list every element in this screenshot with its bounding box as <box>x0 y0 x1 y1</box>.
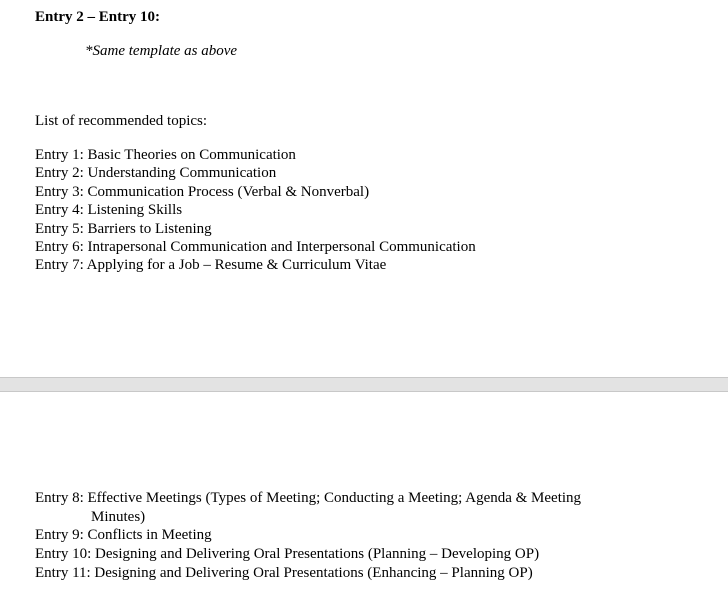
list-item: Entry 6: Intrapersonal Communication and Interpersonal Communication <box>35 239 476 256</box>
entry-8-line-1: Entry 8: Effective Meetings (Types of Meeting; Conducting a Meeting; Agenda & Meeting <box>35 490 582 506</box>
template-note: *Same template as above <box>85 43 238 59</box>
list-item <box>35 489 655 526</box>
entry-8-line-2: Minutes) <box>91 508 146 525</box>
recommended-topics-list <box>35 146 476 275</box>
list-item: Entry 3: Communication Process (Verbal & Nonverbal) <box>35 183 370 200</box>
document-page-2 <box>0 392 728 600</box>
section-heading: Entry 2 – Entry 10: <box>35 9 160 25</box>
list-item: Entry 5: Barriers to Listening <box>35 220 212 237</box>
list-item: Entry 9: Conflicts in Meeting <box>35 527 212 544</box>
list-item: Entry 10: Designing and Delivering Oral Presentations (Planning – Developing OP) <box>35 546 540 563</box>
list-item: Entry 2: Understanding Communication <box>35 165 277 182</box>
list-item: Entry 11: Designing and Delivering Oral Presentations (Enhancing – Planning OP) <box>35 564 533 581</box>
topics-list-label: List of recommended topics: <box>35 113 208 129</box>
recommended-topics-list-continued <box>35 489 655 583</box>
list-item: Entry 4: Listening Skills <box>35 202 183 219</box>
page-break-separator <box>0 377 728 392</box>
list-item: Entry 7: Applying for a Job – Resume & Curriculum Vitae <box>35 257 387 274</box>
list-item: Entry 1: Basic Theories on Communication <box>35 147 296 163</box>
